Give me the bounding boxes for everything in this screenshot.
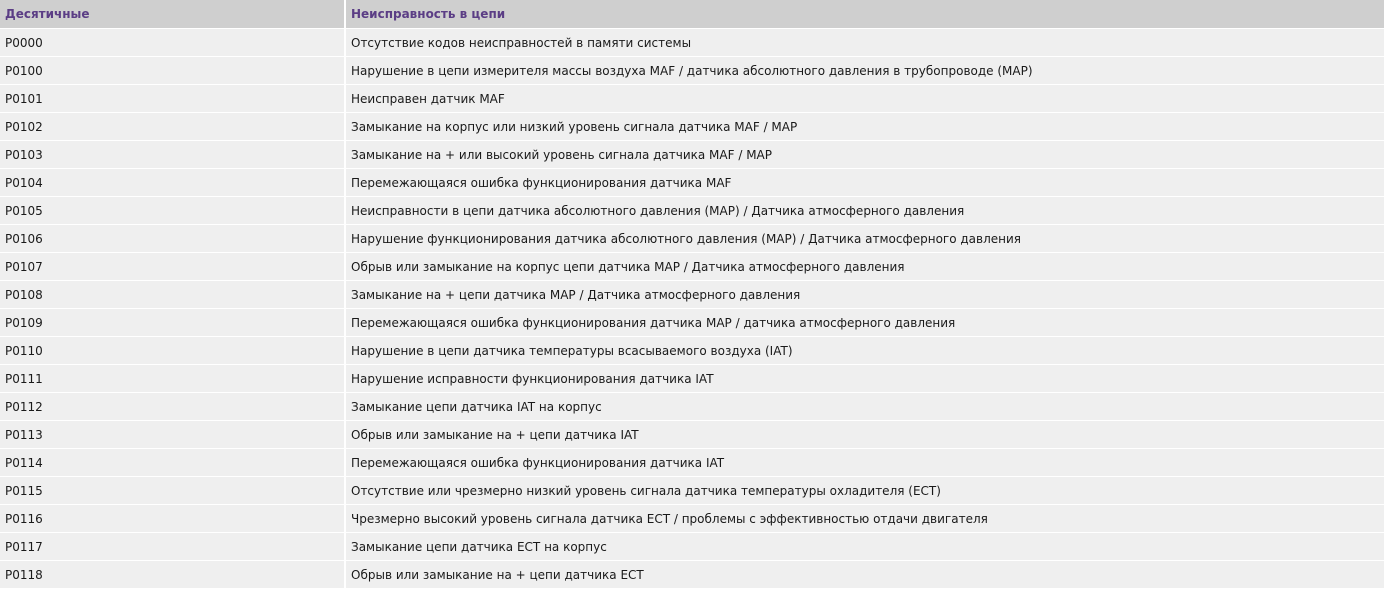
table-row [0,253,1384,281]
table-row [0,197,1384,225]
code-cell: P0114 [0,449,346,477]
code-cell: P0116 [0,505,346,533]
description-cell: Нарушение в цепи измерителя массы воздуха MAF / датчика абсолютного давления в трубопроводе (MAP) [346,57,1384,85]
description-cell: Обрыв или замыкание на + цепи датчика ECT [346,561,1384,589]
description-cell: Замыкание цепи датчика ECT на корпус [346,533,1384,561]
description-cell: Неисправности в цепи датчика абсолютного давления (MAP) / Датчика атмосферного давления [346,197,1384,225]
table-row [0,365,1384,393]
table-row [0,85,1384,113]
table-row [0,505,1384,533]
description-cell: Обрыв или замыкание на + цепи датчика IAT [346,421,1384,449]
description-cell: Нарушение функционирования датчика абсолютного давления (MAP) / Датчика атмосферного давления [346,225,1384,253]
code-cell: P0108 [0,281,346,309]
description-cell: Замыкание на + или высокий уровень сигнала датчика MAF / MAP [346,141,1384,169]
description-cell: Чрезмерно высокий уровень сигнала датчика ECT / проблемы с эффективностью отдачи двигателя [346,505,1384,533]
description-cell: Перемежающаяся ошибка функционирования датчика IAT [346,449,1384,477]
description-cell: Отсутствие кодов неисправностей в памяти системы [346,29,1384,57]
code-cell: P0115 [0,477,346,505]
table-row [0,477,1384,505]
code-cell: P0107 [0,253,346,281]
table-row [0,225,1384,253]
table-row [0,57,1384,85]
code-cell: P0110 [0,337,346,365]
table-header-row [0,0,1384,29]
description-cell: Нарушение исправности функционирования датчика IAT [346,365,1384,393]
table-row [0,141,1384,169]
description-cell: Замыкание на корпус или низкий уровень сигнала датчика MAF / MAP [346,113,1384,141]
table-row [0,169,1384,197]
table-row [0,449,1384,477]
code-cell: P0100 [0,57,346,85]
description-cell: Обрыв или замыкание на корпус цепи датчика MAP / Датчика атмосферного давления [346,253,1384,281]
code-cell: P0111 [0,365,346,393]
description-cell: Нарушение в цепи датчика температуры всасываемого воздуха (IAT) [346,337,1384,365]
description-cell: Замыкание на + цепи датчика MAP / Датчика атмосферного давления [346,281,1384,309]
code-cell: P0113 [0,421,346,449]
code-cell: P0104 [0,169,346,197]
table-row [0,393,1384,421]
table-row [0,113,1384,141]
code-cell: P0103 [0,141,346,169]
code-cell: P0117 [0,533,346,561]
table-row [0,533,1384,561]
code-cell: P0112 [0,393,346,421]
column-header-description: Неисправность в цепи [346,0,1384,29]
code-cell: P0106 [0,225,346,253]
code-cell: P0000 [0,29,346,57]
code-cell: P0105 [0,197,346,225]
table-row [0,309,1384,337]
code-cell: P0101 [0,85,346,113]
table-row [0,337,1384,365]
table-body [0,29,1384,589]
description-cell: Перемежающаяся ошибка функционирования датчика MAF [346,169,1384,197]
code-cell: P0118 [0,561,346,589]
table-row [0,29,1384,57]
description-cell: Неисправен датчик MAF [346,85,1384,113]
table-row [0,421,1384,449]
description-cell: Перемежающаяся ошибка функционирования датчика MAP / датчика атмосферного давления [346,309,1384,337]
column-header-code: Десятичные [0,0,346,29]
description-cell: Отсутствие или чрезмерно низкий уровень сигнала датчика температуры охладителя (ECT) [346,477,1384,505]
table-row [0,281,1384,309]
code-cell: P0109 [0,309,346,337]
description-cell: Замыкание цепи датчика IAT на корпус [346,393,1384,421]
code-cell: P0102 [0,113,346,141]
